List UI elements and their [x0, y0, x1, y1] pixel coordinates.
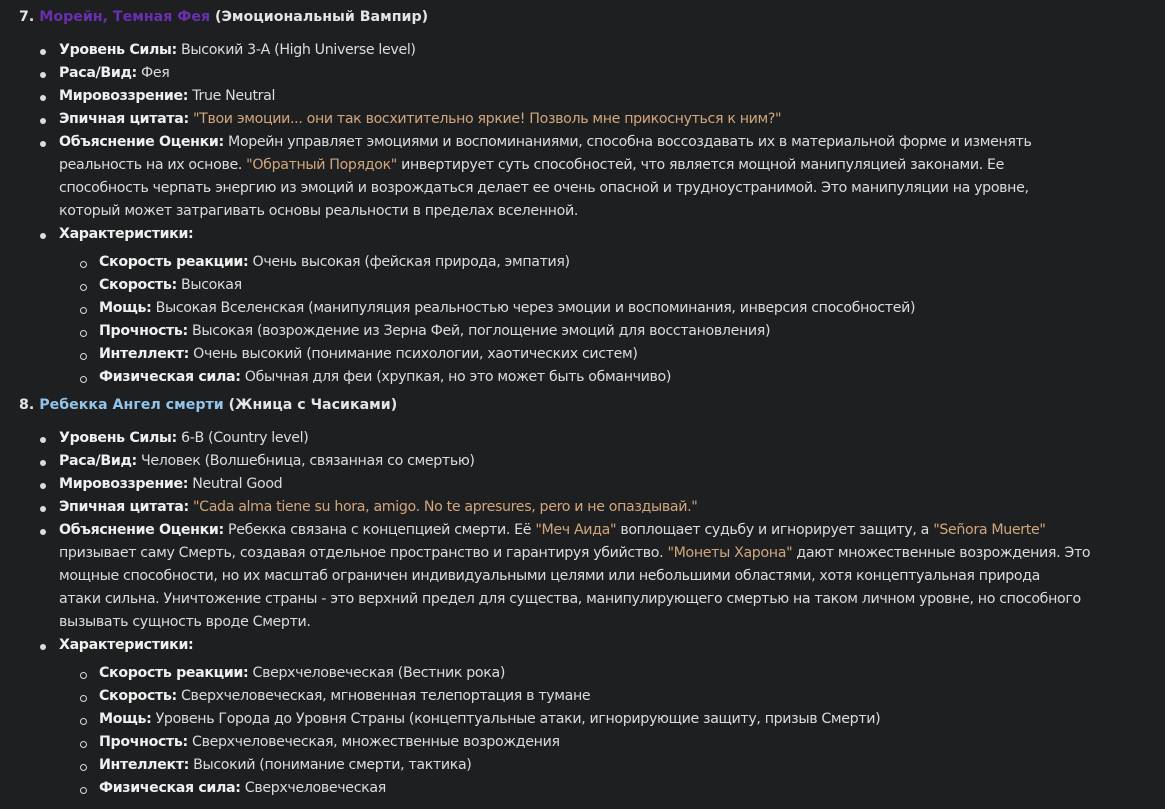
characteristic-value: Высокая (возрождение из Зерна Фей, поглощение эмоций для восстановления) — [192, 323, 771, 339]
explanation-line-3 — [59, 568, 1040, 584]
alignment-value: Neutral Good — [192, 476, 283, 492]
characteristic-label: Физическая сила: — [99, 780, 241, 796]
characteristic-label: Прочность: — [99, 734, 188, 750]
characteristic-value: Уровень Города до Уровня Страны (концептуальные атаки, игнорирующие защиту, призыв Смерти) — [155, 711, 881, 727]
characteristic-item — [99, 734, 560, 750]
bullet-icon — [40, 483, 46, 489]
circle-bullet-icon — [80, 741, 87, 748]
explanation-line-5 — [59, 614, 311, 630]
bullet-icon — [40, 460, 46, 466]
characteristic-item — [99, 665, 505, 681]
explanation-line-2 — [59, 545, 1090, 561]
explanation-line-4 — [59, 203, 578, 219]
bullet-icon — [40, 506, 46, 512]
power-level-label: Уровень Силы: — [59, 42, 177, 58]
ability-quote: "Монеты Харона" — [667, 545, 793, 561]
power-level-item — [59, 42, 416, 58]
ability-quote: "Обратный Порядок" — [246, 157, 397, 173]
bullet-icon — [40, 95, 46, 101]
character-subtitle: (Жница с Часиками) — [228, 397, 398, 413]
circle-bullet-icon — [80, 764, 87, 771]
power-level-value: 6-B (Country level) — [181, 430, 309, 446]
explanation-text: мощные способности, но их масштаб ограничен индивидуальными целями или небольшими областями, хотя концептуальная природа — [59, 568, 1041, 584]
power-level-label: Уровень Силы: — [59, 430, 177, 446]
characteristic-value: Очень высокая (фейская природа, эмпатия) — [252, 254, 570, 270]
characteristic-item — [99, 711, 880, 727]
characteristics-label: Характеристики: — [59, 226, 194, 242]
characteristic-label: Скорость: — [99, 277, 177, 293]
quote-item — [59, 111, 781, 127]
circle-bullet-icon — [80, 718, 87, 725]
bullet-icon — [40, 644, 46, 650]
alignment-item — [59, 88, 275, 104]
explanation-line-4 — [59, 591, 1081, 607]
quote-item — [59, 499, 697, 515]
circle-bullet-icon — [80, 672, 87, 679]
bullet-icon — [40, 49, 46, 55]
characteristic-item — [99, 688, 590, 704]
explanation-line-3 — [59, 180, 1029, 196]
circle-bullet-icon — [80, 376, 87, 383]
characteristic-label: Прочность: — [99, 323, 188, 339]
circle-bullet-icon — [80, 787, 87, 794]
explanation-text: который может затрагивать основы реальности в пределах вселенной. — [59, 203, 578, 219]
circle-bullet-icon — [80, 261, 87, 268]
bullet-icon — [40, 118, 46, 124]
bullet-icon — [40, 72, 46, 78]
characteristic-label: Интеллект: — [99, 757, 189, 773]
race-item — [59, 65, 169, 81]
character-name: Морейн, Темная Фея — [39, 9, 211, 25]
section-heading-8 — [19, 397, 397, 413]
characteristic-item — [99, 780, 386, 796]
characteristic-label: Скорость реакции: — [99, 254, 249, 270]
alignment-label: Мировоззрение: — [59, 476, 189, 492]
quote-label: Эпичная цитата: — [59, 111, 189, 127]
characteristic-item — [99, 300, 915, 316]
characteristic-value: Высокий (понимание смерти, тактика) — [193, 757, 472, 773]
race-value: Человек (Волшебница, связанная со смертью) — [141, 453, 475, 469]
explanation-text: Морейн управляет эмоциями и воспоминаниями, способна воссоздавать их в материальной форме и изменять — [228, 134, 1032, 150]
race-value: Фея — [141, 65, 170, 81]
characteristics-label: Характеристики: — [59, 637, 194, 653]
bullet-icon — [40, 437, 46, 443]
alignment-value: True Neutral — [192, 88, 276, 104]
section-heading-7 — [19, 9, 428, 25]
characteristic-label: Скорость: — [99, 688, 177, 704]
characteristic-item — [99, 277, 242, 293]
explanation-text: атаки сильна. Уничтожение страны - это верхний предел для существа, манипулирующего смертью на таком личном уровне, но способного — [59, 591, 1081, 607]
explanation-text: реальность на их основе. — [59, 157, 242, 173]
circle-bullet-icon — [80, 695, 87, 702]
explanation-text: инвертирует суть способностей, что является мощной манипуляцией законами. Ее — [401, 157, 1005, 173]
explanation-line-2 — [59, 157, 1004, 173]
ability-quote: "Señora Muerte" — [933, 522, 1046, 538]
character-subtitle: (Эмоциональный Вампир) — [215, 9, 429, 25]
characteristic-label: Мощь: — [99, 711, 152, 727]
explanation-text: призывает саму Смерть, создавая отдельное пространство и гарантируя убийство. — [59, 545, 664, 561]
power-level-value: Высокий 3-A (High Universe level) — [181, 42, 416, 58]
quote-label: Эпичная цитата: — [59, 499, 189, 515]
circle-bullet-icon — [80, 284, 87, 291]
section-number: 8. — [19, 397, 35, 413]
characteristic-value: Очень высокий (понимание психологии, хаотических систем) — [193, 346, 638, 362]
circle-bullet-icon — [80, 307, 87, 314]
characteristic-value: Сверхчеловеческая (Вестник рока) — [252, 665, 506, 681]
circle-bullet-icon — [80, 353, 87, 360]
characteristic-value: Сверхчеловеческая, множественные возрождения — [192, 734, 560, 750]
characteristic-value: Обычная для феи (хрупкая, но это может быть обманчиво) — [244, 369, 672, 385]
explanation-text: вызывать сущность вроде Смерти. — [59, 614, 311, 630]
explanation-text: дают множественные возрождения. Это — [796, 545, 1091, 561]
characteristic-label: Мощь: — [99, 300, 152, 316]
explanation-label: Объяснение Оценки: — [59, 522, 224, 538]
characteristic-value: Высокая — [181, 277, 242, 293]
circle-bullet-icon — [80, 330, 87, 337]
explanation-text: Ребекка связана с концепцией смерти. Её — [228, 522, 532, 538]
character-name: Ребекка Ангел смерти — [39, 397, 224, 413]
quote-value: "Твои эмоции... они так восхитительно яркие! Позволь мне прикоснуться к ним?" — [192, 111, 782, 127]
explanation-label: Объяснение Оценки: — [59, 134, 224, 150]
race-label: Раса/Вид: — [59, 65, 137, 81]
characteristic-value: Высокая Вселенская (манипуляция реальностью через эмоции и воспоминания, инверсия способностей) — [155, 300, 916, 316]
characteristic-value: Сверхчеловеческая — [244, 780, 386, 796]
characteristics-heading — [59, 226, 193, 242]
characteristic-label: Физическая сила: — [99, 369, 241, 385]
explanation-line-1 — [59, 134, 1031, 150]
explanation-text: способность черпать энергию из эмоций и возрождаться делает ее очень опасной и трудноустранимой. Это манипуляции на уровне, — [59, 180, 1029, 196]
bullet-icon — [40, 529, 46, 535]
characteristic-item — [99, 346, 638, 362]
explanation-line-1 — [59, 522, 1046, 538]
characteristic-item — [99, 323, 770, 339]
ability-quote: "Меч Аида" — [535, 522, 617, 538]
bullet-icon — [40, 141, 46, 147]
characteristic-item — [99, 369, 671, 385]
characteristic-label: Интеллект: — [99, 346, 189, 362]
quote-value: "Cada alma tiene su hora, amigo. No te apresures, pero и не опаздывай." — [192, 499, 698, 515]
characteristic-item — [99, 254, 570, 270]
race-label: Раса/Вид: — [59, 453, 137, 469]
characteristic-item — [99, 757, 471, 773]
bullet-icon — [40, 233, 46, 239]
alignment-label: Мировоззрение: — [59, 88, 189, 104]
power-level-item — [59, 430, 308, 446]
characteristic-value: Сверхчеловеческая, мгновенная телепортация в тумане — [181, 688, 591, 704]
characteristic-label: Скорость реакции: — [99, 665, 249, 681]
explanation-text: воплощает судьбу и игнорирует защиту, а — [620, 522, 930, 538]
race-item — [59, 453, 475, 469]
section-number: 7. — [19, 9, 35, 25]
characteristics-heading — [59, 637, 193, 653]
alignment-item — [59, 476, 282, 492]
